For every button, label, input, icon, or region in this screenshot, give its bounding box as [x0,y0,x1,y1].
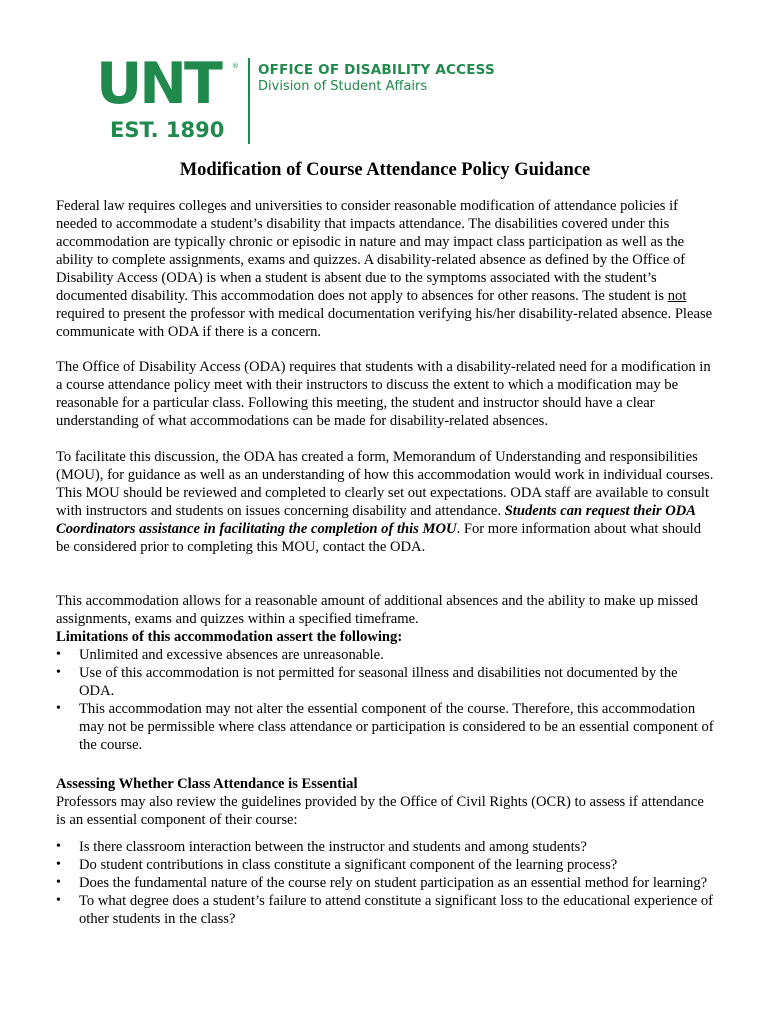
paragraph-text: To facilitate this discussion, the ODA has created a form, Memorandum of Understanding and responsibilities (MOU), for guidance as well as an understanding of how this accommodation would work in individual courses. This MOU should be reviewed and completed to clearly set out expectations. ODA staff are available to consult with instructors and students on issues concerning disability and attendance. [56,449,714,519]
paragraph-federal-law [56,197,716,341]
paragraph-text: This accommodation allows for a reasonable amount of additional absences and the ability to make up missed assignments, exams and quizzes within a specified timeframe. [56,593,698,627]
logo-established: EST. 1890 [110,118,225,142]
list-item: • To what degree does a student’s failure to attend constitute a significant loss to the educational experience of other students in the class? [56,892,716,928]
assessing-section [56,775,716,829]
list-item: • Do student contributions in class constitute a significant component of the learning process? [56,856,716,874]
list-item: • Does the fundamental nature of the course rely on student participation as an essential method for learning? [56,874,716,892]
paragraph-oda-requirements: The Office of Disability Access (ODA) requires that students with a disability-related need for a modification in a course attendance policy meet with their instructors to discuss the extent to which a modification may be reasonable for a particular class. Following this meeting, the student and instructor should have a clear understanding of what accommodations can be made for disability-related absences. [56,359,711,429]
paragraph-text: required to present the professor with medical documentation verifying his/her disability-related absence. Please communicate with ODA if there is a concern. [56,306,713,340]
document-title: Modification of Course Attendance Policy Guidance [179,160,591,180]
paragraph-text: Federal law requires colleges and universities to consider reasonable modification of attendance policies if needed to accommodate a student’s disability that impacts attendance. The disabilities covered under this accommodation are typically chronic or episodic in nature and may impact class participation as well as the ability to complete assignments, exams and quizzes. A disability-related absence as defined by the Office of Disability Access (ODA) is when a student is absent due to the symptoms associated with the student’s documented disability. This accommodation does not apply to absences for other reasons. The student is [56,198,686,304]
list-item: • Is there classroom interaction between the instructor and students and among students? [56,838,716,856]
limitations-heading: Limitations of this accommodation assert the following: [56,629,403,645]
list-item: • Use of this accommodation is not permitted for seasonal illness and disabilities not documented by the ODA. [56,664,716,700]
questions-list [56,838,716,928]
paragraph-text: . For more information about what should be considered prior to completing this MOU, contact the ODA. [56,521,701,555]
logo-divider [248,58,250,144]
paragraph-accommodation [56,592,716,646]
logo-division-name: Division of Student Affairs [258,79,428,94]
list-item: • This accommodation may not alter the essential component of the course. Therefore, this accommodation may not be permissible where class attendance or participation is considered to be an essential component of the course. [56,700,716,754]
limitations-list [56,646,716,754]
paragraph-mou [56,448,716,556]
logo-office-name: OFFICE OF DISABILITY ACCESS [258,62,495,78]
unt-oda-logo [96,51,516,148]
logo-registered-mark: ® [232,62,239,70]
assessing-heading: Assessing Whether Class Attendance is Essential [56,776,358,792]
emphasized-text: Students can request their ODA Coordinators assistance in facilitating the completion of this MOU [56,503,696,537]
assessing-intro: Professors may also review the guidelines provided by the Office of Civil Rights (OCR) to assess if attendance is an essential component of their course: [56,794,704,828]
list-item: • Unlimited and excessive absences are unreasonable. [56,646,716,664]
logo-wordmark: UNT [96,51,220,117]
underlined-word: not [667,288,687,304]
